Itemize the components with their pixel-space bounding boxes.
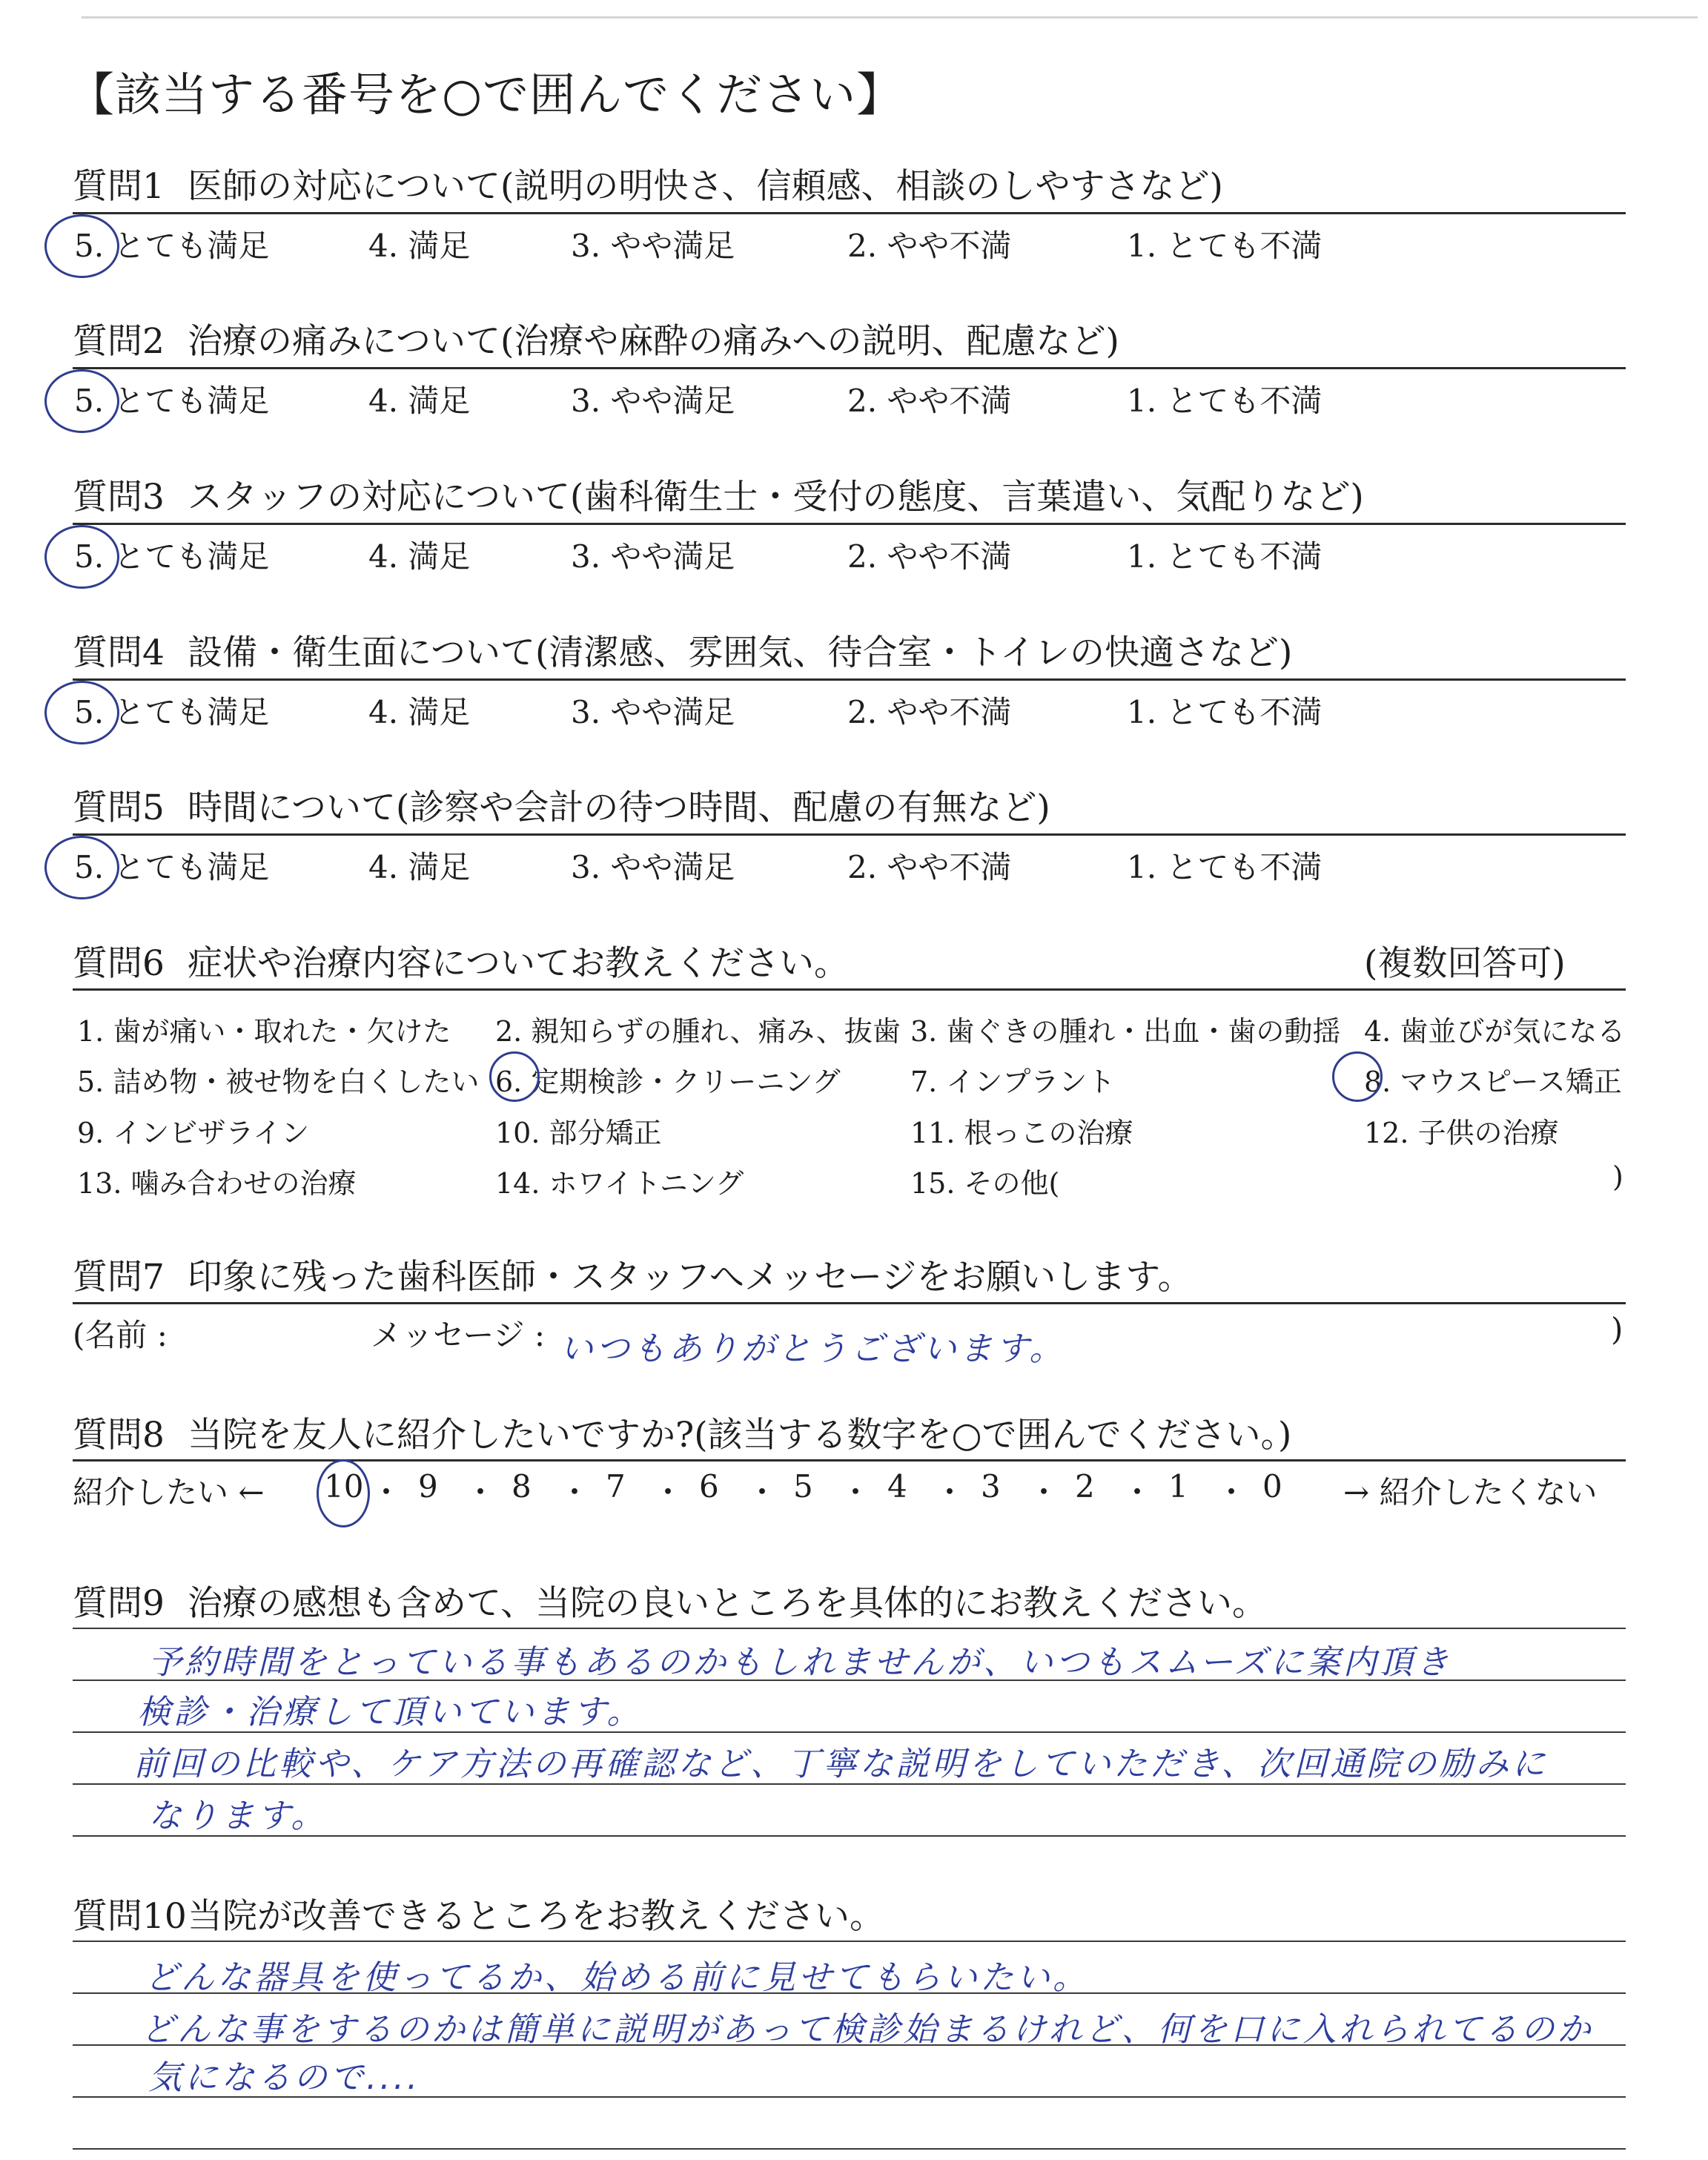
q5-option-3[interactable]: 3. やや満足 — [571, 849, 735, 885]
q10-number: 質問10 — [73, 1896, 187, 1937]
q9-number: 質問9 — [73, 1583, 165, 1624]
q8-right-label: → 紹介したくない — [1343, 1474, 1598, 1510]
q8-scale-4[interactable]: 4 — [887, 1468, 907, 1505]
q9-answer-rule — [73, 1628, 1626, 1629]
q8-scale-9[interactable]: 9 — [418, 1468, 438, 1505]
q9-text: 治療の感想も含めて、当院の良いところを具体的にお教えください。 — [188, 1583, 1268, 1624]
q6-option-8[interactable]: 8. マウスピース矯正 — [1364, 1066, 1622, 1098]
q1-text: 医師の対応について(説明の明快さ、信頼感、相談のしやすさなど) — [188, 166, 1223, 207]
q8-scale-8[interactable]: 8 — [512, 1468, 532, 1505]
q3-option-4[interactable]: 4. 満足 — [368, 538, 471, 575]
q3-option-2[interactable]: 2. やや不満 — [847, 538, 1012, 575]
q6-rule — [73, 988, 1626, 991]
q4-option-4[interactable]: 4. 満足 — [368, 694, 471, 730]
q8-rule — [73, 1459, 1626, 1462]
q5-text: 時間について(診察や会計の待つ時間、配慮の有無など) — [188, 787, 1050, 828]
q8-scale-dot: ・ — [465, 1474, 497, 1510]
q6-heading — [73, 936, 849, 985]
q7-heading — [73, 1249, 1192, 1299]
q1-selection-circle-5[interactable] — [44, 214, 119, 278]
q4-heading — [73, 625, 1292, 675]
q5-option-2[interactable]: 2. やや不満 — [847, 849, 1012, 885]
q6-option-12[interactable]: 12. 子供の治療 — [1364, 1117, 1559, 1149]
q1-rule — [73, 212, 1626, 214]
q3-heading — [73, 469, 1364, 519]
q7-number: 質問7 — [73, 1257, 165, 1298]
q9-answer-line[interactable]: なります。 — [148, 1796, 328, 1835]
q4-option-5[interactable]: 5. とても満足 — [74, 694, 270, 730]
q6-selection-circle-8[interactable] — [1332, 1051, 1383, 1102]
q6-option-11[interactable]: 11. 根っこの治療 — [910, 1117, 1133, 1149]
q3-rule — [73, 523, 1626, 525]
q8-scale-dot: ・ — [1122, 1474, 1153, 1510]
q6-option-2[interactable]: 2. 親知らずの腫れ、痛み、抜歯 — [495, 1015, 901, 1048]
q7-rule — [73, 1302, 1626, 1304]
q7-message-handwritten[interactable]: いつもありがとうございます。 — [560, 1329, 1066, 1368]
q8-heading — [73, 1407, 1291, 1457]
q8-scale-dot: ・ — [934, 1474, 966, 1510]
q6-option-9[interactable]: 9. インビザライン — [77, 1117, 310, 1149]
q10-text: 当院が改善できるところをお教えください。 — [188, 1896, 884, 1937]
q1-option-3[interactable]: 3. やや満足 — [571, 228, 735, 264]
q3-option-1[interactable]: 1. とても不満 — [1127, 538, 1323, 575]
q7-name-label: (名前 : — [73, 1317, 168, 1353]
q8-scale-6[interactable]: 6 — [699, 1468, 719, 1505]
q5-selection-circle-5[interactable] — [44, 836, 119, 899]
q4-option-3[interactable]: 3. やや満足 — [571, 694, 735, 730]
q8-scale-dot: ・ — [652, 1474, 684, 1510]
q3-option-5[interactable]: 5. とても満足 — [74, 538, 270, 575]
q1-option-4[interactable]: 4. 満足 — [368, 228, 471, 264]
q1-option-2[interactable]: 2. やや不満 — [847, 228, 1012, 264]
q6-selection-circle-6[interactable] — [489, 1051, 540, 1102]
q5-option-4[interactable]: 4. 満足 — [368, 849, 471, 885]
q10-answer-rule — [73, 1941, 1626, 1942]
q8-scale-7[interactable]: 7 — [606, 1468, 626, 1505]
q2-option-2[interactable]: 2. やや不満 — [847, 383, 1012, 419]
q8-scale-5[interactable]: 5 — [793, 1468, 813, 1505]
q8-scale-dot: ・ — [840, 1474, 872, 1510]
q1-heading — [73, 159, 1223, 208]
q6-option-3[interactable]: 3. 歯ぐきの腫れ・出血・歯の動揺 — [910, 1015, 1341, 1048]
q2-option-4[interactable]: 4. 満足 — [368, 383, 471, 419]
q5-option-5[interactable]: 5. とても満足 — [74, 849, 270, 885]
q8-scale-dot: ・ — [1028, 1474, 1060, 1510]
q8-text: 当院を友人に紹介したいですか?(該当する数字を○で囲んでください。) — [188, 1415, 1292, 1456]
q2-selection-circle-5[interactable] — [44, 369, 119, 433]
q8-scale-dot: ・ — [747, 1474, 778, 1510]
q7-message-label: メッセージ : — [371, 1317, 545, 1353]
q6-other-close-paren: ) — [1612, 1160, 1623, 1193]
q6-option-5[interactable]: 5. 詰め物・被せ物を白くしたい — [77, 1066, 480, 1098]
q8-scale-dot: ・ — [1216, 1474, 1248, 1510]
page-title: 【該当する番号を○で囲んでください】 — [68, 67, 904, 122]
q4-number: 質問4 — [73, 633, 165, 673]
q2-heading — [73, 314, 1119, 363]
q8-scale-3[interactable]: 3 — [981, 1468, 1001, 1505]
q4-text: 設備・衛生面について(清潔感、雰囲気、待合室・トイレの快適さなど) — [188, 633, 1293, 673]
q10-answer-line[interactable]: どんな事をするのかは簡単に説明があって検診始まるけれど、何を口に入れられてるのか — [141, 2009, 1594, 2049]
q3-option-3[interactable]: 3. やや満足 — [571, 538, 735, 575]
q6-option-6[interactable]: 6. 定期検診・クリーニング — [495, 1066, 841, 1098]
q4-option-1[interactable]: 1. とても不満 — [1127, 694, 1323, 730]
q8-left-label: 紹介したい ← — [73, 1474, 265, 1510]
q6-option-14[interactable]: 14. ホワイトニング — [495, 1167, 744, 1200]
scan-top-edge — [82, 16, 1698, 19]
q9-answer-line[interactable]: 前回の比較や、ケア方法の再確認など、丁寧な説明をしていただき、次回通院の励みに — [133, 1744, 1549, 1783]
q4-rule — [73, 678, 1626, 681]
q6-note: (複数回答可) — [1364, 943, 1566, 984]
q2-number: 質問2 — [73, 321, 165, 362]
q6-option-10[interactable]: 10. 部分矯正 — [495, 1117, 662, 1149]
q2-option-5[interactable]: 5. とても満足 — [74, 383, 270, 419]
q10-answer-rule — [73, 2148, 1626, 2150]
q8-scale-2[interactable]: 2 — [1075, 1468, 1095, 1505]
q5-number: 質問5 — [73, 787, 165, 828]
q6-option-15[interactable]: 15. その他( — [910, 1167, 1060, 1200]
q8-scale-1[interactable]: 1 — [1168, 1468, 1188, 1505]
q4-selection-circle-5[interactable] — [44, 681, 119, 744]
q8-scale-dot: ・ — [371, 1474, 403, 1510]
q10-heading — [73, 1889, 884, 1938]
q8-scale-10[interactable]: 10 — [324, 1468, 364, 1505]
q8-scale-dot: ・ — [559, 1474, 591, 1510]
q3-text: スタッフの対応について(歯科衛生士・受付の態度、言葉遣い、気配りなど) — [188, 477, 1364, 518]
q9-heading — [73, 1576, 1267, 1625]
q6-option-4[interactable]: 4. 歯並びが気になる — [1364, 1015, 1626, 1048]
q6-text: 症状や治療内容についてお教えください。 — [188, 943, 850, 984]
q8-number: 質問8 — [73, 1415, 165, 1456]
q3-number: 質問3 — [73, 477, 165, 518]
q6-option-13[interactable]: 13. 噛み合わせの治療 — [77, 1167, 357, 1200]
q5-heading — [73, 780, 1050, 830]
q1-option-5[interactable]: 5. とても満足 — [74, 228, 270, 264]
q8-scale-0[interactable]: 0 — [1262, 1468, 1282, 1505]
q7-text: 印象に残った歯科医師・スタッフへメッセージをお願いします。 — [188, 1257, 1193, 1298]
q4-option-2[interactable]: 2. やや不満 — [847, 694, 1012, 730]
q5-rule — [73, 833, 1626, 836]
q6-number: 質問6 — [73, 943, 165, 984]
q1-number: 質問1 — [73, 166, 165, 207]
q3-selection-circle-5[interactable] — [44, 525, 119, 589]
q9-answer-line[interactable]: 検診・治療して頂いています。 — [137, 1692, 643, 1731]
q5-option-1[interactable]: 1. とても不満 — [1127, 849, 1323, 885]
q6-option-1[interactable]: 1. 歯が痛い・取れた・欠けた — [77, 1015, 451, 1048]
q2-option-1[interactable]: 1. とても不満 — [1127, 383, 1323, 419]
q6-option-7[interactable]: 7. インプラント — [910, 1066, 1116, 1098]
q2-option-3[interactable]: 3. やや満足 — [571, 383, 735, 419]
q2-text: 治療の痛みについて(治療や麻酔の痛みへの説明、配慮など) — [188, 321, 1119, 362]
q10-answer-line[interactable]: どんな器具を使ってるか、始める前に見せてもらいたい。 — [145, 1958, 1090, 1997]
q9-answer-line[interactable]: 予約時間をとっている事もあるのかもしれませんが、いつもスムーズに案内頂き — [148, 1642, 1452, 1682]
q10-answer-line[interactable]: 気になるので.... — [148, 2058, 421, 2097]
q7-close-paren: ) — [1611, 1311, 1623, 1347]
q8-selection-circle-10[interactable] — [317, 1459, 370, 1527]
q2-rule — [73, 367, 1626, 369]
q1-option-1[interactable]: 1. とても不満 — [1127, 228, 1323, 264]
